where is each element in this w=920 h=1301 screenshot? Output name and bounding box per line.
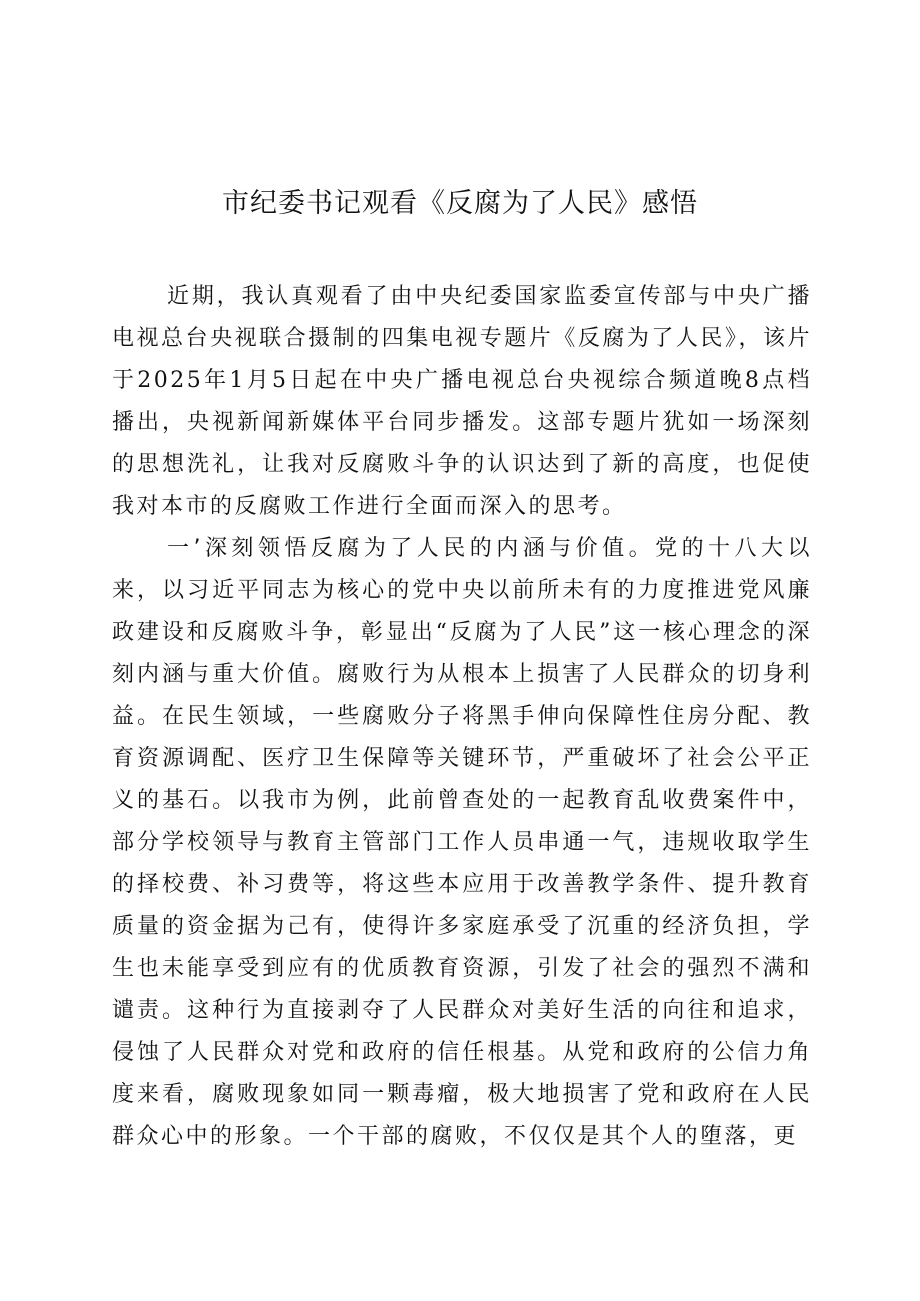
paragraph-section-one bbox=[112, 528, 812, 1158]
paragraph-intro bbox=[112, 276, 812, 528]
document-body bbox=[112, 276, 812, 1158]
paragraph-intro-text: 近期，我认真观看了由中央纪委国家监委宣传部与中央广播电视总台央视联合摄制的四集电视专题片《反腐为了人民》，该片于2025年1月5日起在中央广播电视总台央视综合频道晚8点档播出，央视新闻新媒体平台同步播发。这部专题片犹如一场深刻的思想洗礼，让我对反腐败斗争的认识达到了新的高度，也促使我对本市的反腐败工作进行全面而深入的思考。 bbox=[112, 284, 812, 519]
section-one-text: 党的十八大以来，以习近平同志为核心的党中央以前所未有的力度推进党风廉政建设和反腐败斗争，彰显出“反腐为了人民”这一核心理念的深刻内涵与重大价值。腐败行为从根本上损害了人民群众的切身利益。在民生领域，一些腐败分子将黑手伸向保障性住房分配、教育资源调配、医疗卫生保障等关键环节，严重破坏了社会公平正义的基石。以我市为例，此前曾查处的一起教育乱收费案件中，部分学校领导与教育主管部门工作人员串通一气，违规收取学生的择校费、补习费等，将这些本应用于改善教学条件、提升教育质量的资金据为己有，使得许多家庭承受了沉重的经济负担，学生也未能享受到应有的优质教育资源，引发了社会的强烈不满和谴责。这种行为直接剥夺了人民群众对美好生活的向往和追求，侵蚀了人民群众对党和政府的信任根基。从党和政府的公信力角度来看，腐败现象如同一颗毒瘤，极大地损害了党和政府在人民群众心中的形象。一个干部的腐败，不仅仅是其个人的堕落，更 bbox=[112, 536, 812, 1149]
section-one-heading: 一’深刻领悟反腐为了人民的内涵与价值。 bbox=[167, 536, 656, 561]
document-title: 市纪委书记观看《反腐为了人民》感悟 bbox=[222, 188, 698, 219]
